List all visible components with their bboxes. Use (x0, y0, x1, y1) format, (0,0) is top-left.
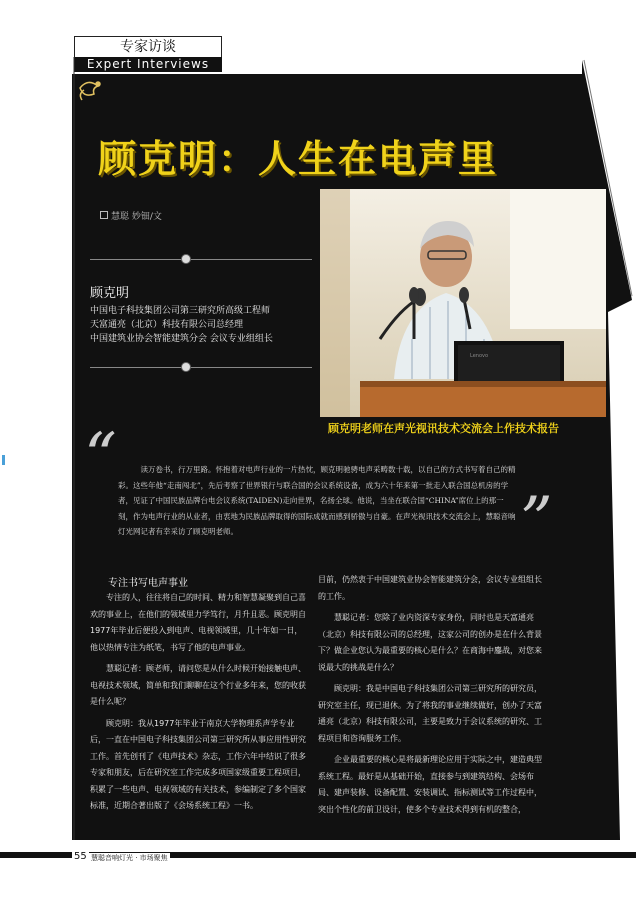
paragraph: 顾克明：我从1977年毕业于南京大学物理系声学专业后，一直在中国电子科技集团公司第三研究所从事应用性研究工作。首先创刊了《电声技术》杂志，工作六年中结识了很多专家和朋友，后在研究室工作完成多项国家级重要工程项目，积累了一些电声、电视领域的有关技术，参编制定了多个国家标准，近期合著出版了《会场系统工程》一书。 (90, 718, 306, 810)
section-label-en: Expert Interviews (74, 57, 222, 72)
article-title: 顾克明：人生在电声里 (98, 137, 499, 181)
paragraph: 顾克明：我是中国电子科技集团公司第三研究所的研究员，研究室主任，现已退休。为了将我的事业继续做好，创办了天富通亮（北京）科技有限公司，主要是致力于会议系统的研究、工程项目和咨询服务工作。 (318, 684, 542, 743)
square-bullet-icon (100, 211, 108, 219)
profile-position: 天富通亮（北京）科技有限公司总经理 (90, 320, 244, 330)
paragraph: 企业最重要的核心是将最新理论应用于实际之中，建造典型系统工程。最好是从基础开始，直接参与到建筑结构、会场布局、建声装修、设备配置、安装调试、指标测试等工作过程中，突出个性化的前卫设计，使多个专业技术得到有机的整合， (318, 755, 542, 814)
body-left-column (90, 590, 308, 820)
page-number: 55 (74, 851, 87, 862)
speaker-photo (320, 189, 606, 417)
divider-top (90, 259, 312, 260)
footer-label: 慧聪音响灯光 · 市场聚焦 (91, 854, 168, 862)
body-right-column (318, 572, 542, 823)
paragraph: 目前，仍然衷于中国建筑业协会智能建筑分会，会议专业组组长的工作。 (318, 575, 542, 601)
section-subheading: 专注书写电声事业 (108, 578, 188, 589)
byline (100, 209, 162, 222)
speaker-illustration (320, 189, 606, 417)
paragraph: 慧聪记者：顾老师，请问您是从什么时候开始接触电声、电视技术领域，简单和我们聊聊在这个行业多年来，您的收获是什么呢？ (90, 664, 306, 706)
paragraph: 专注的人，往往将自己的时间、精力和智慧凝聚到自己喜欢的事业上，在他们的领域里力学笃行，月升且恶。顾克明自1977年毕业后便投入到电声、电视领域里，几十年如一日，他以热情专注为纸笔，书写了他的电声事业。 (90, 593, 306, 652)
divider-bottom (90, 367, 312, 368)
profile-name: 顾克明 (90, 286, 130, 301)
divider-dot-icon (181, 254, 191, 264)
open-quote-icon: “ (84, 420, 117, 494)
lead-paragraph: 读万卷书，行万里路。怀抱着对电声行业的一片热忱，顾克明驰骋电声采畴数十载，以自己的方式书写着自己的精彩。这些年他“走南闯北”，先后考察了世界银行与联合国的会议系统设备，成为六十年来第一批走入联合国总机房的学者，见证了中国民族品牌台电会议系统(TAIDEN)走向世界，名扬全球。他说，当坐在联合国“CHINA”席位上的那一刻，作为电声行业的从业者，由衷地为民族品牌取得的国际成就而感到骄傲与自豪。在声光视讯技术交流会上，慧聪音响灯光网记者有幸采访了顾克明老师。 (118, 465, 516, 536)
profile-position: 中国建筑业协会智能建筑分会 会议专业组组长 (90, 334, 273, 344)
paragraph: 慧聪记者：您除了业内资深专家身份，同时也是天富通亮（北京）科技有限公司的总经理，这家公司的创办是在什么背景下？做企业您认为最重要的核心是什么？在商海中鏖战，对您来说最大的挑战是什么？ (318, 613, 542, 672)
divider-dot-icon (181, 362, 191, 372)
byline-text: 慧聪 妙钿/文 (111, 212, 162, 222)
profile-position: 中国电子科技集团公司第三研究所高级工程师 (90, 306, 271, 316)
laptop-brand: Lenovo (470, 353, 489, 359)
photo-caption: 顾克明老师在声光视讯技术交流会上作技术报告 (328, 422, 559, 435)
close-quote-icon: ” (520, 484, 553, 558)
section-label-cn: 专家访谈 (74, 36, 222, 57)
